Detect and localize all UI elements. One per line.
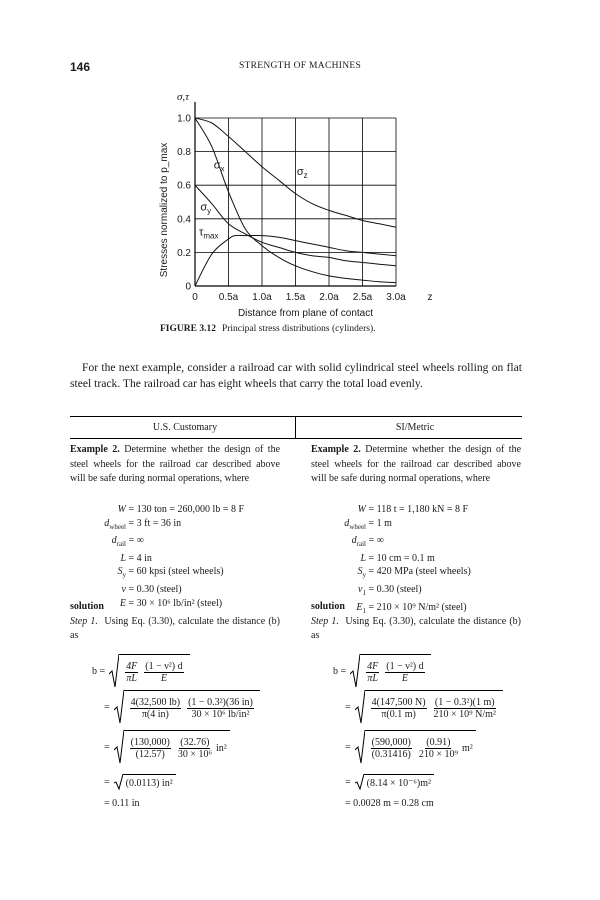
- us-step-text: Using Eq. (3.30), calculate the distance (b) as: [70, 615, 281, 641]
- us-given-row: L = 4 in: [120, 552, 152, 564]
- y-tick-label: 0: [185, 281, 191, 293]
- si-eq-1: b = $\frac{4F}{\pi L}$ $\frac{\text{(1 − ν²) d}}{E}$: [333, 654, 431, 688]
- series-label-σz: $\sigma_z$: [296, 166, 308, 181]
- us-given-row: $S_y = 60$ kpsi (steel wheels): [117, 566, 224, 580]
- y-axis-title: Stresses normalized to p_max: [159, 142, 170, 278]
- radical-sign-icon: [355, 774, 364, 790]
- series-label-subscript: x: [220, 164, 225, 174]
- page-number: 146: [70, 60, 91, 74]
- us-column-heading: U.S. Customary: [152, 422, 218, 433]
- x-tick-label: 2.5a: [352, 292, 373, 303]
- figure-caption-text: Principal stress distributions (cylinders).: [221, 324, 376, 334]
- us-eq1-radical: $\frac{4F}{\pi L}$ $\frac{\text{(1 − ν²) d}}{E}$: [109, 654, 189, 688]
- si-step-text: Using Eq. (3.30), calculate the distance (b) as: [311, 615, 522, 641]
- si-eq-2: = $\frac{4(147,500 N)}{\pi(0.1 m)}$ $\frac{\text{(1 − 0.3²)(1 m)}}{\text{210 × 10⁹ N/m²}}$: [345, 690, 503, 724]
- us-eq-3: = $\frac{(130,000)}{(12.57)}$ $\frac{(32.76)}{\text{30 × 10⁶}}$ in²: [104, 730, 230, 764]
- us-given-row: $d_{rail}$ = ∞: [111, 535, 144, 549]
- radical-sign-icon: [355, 730, 365, 764]
- x-tick-label: 2.0a: [319, 292, 339, 303]
- radical-sign-icon: [109, 654, 119, 688]
- si-given-row: W = 118 t = 1,180 kN = 8 F: [357, 504, 469, 515]
- us-eq1-lhs: b =: [92, 665, 106, 677]
- si-given-row: $d_{wheel} = 1$ m: [344, 517, 392, 531]
- radical-sign-icon: [355, 690, 365, 724]
- table-column-divider: [295, 417, 296, 438]
- y-tick-label: 0.4: [177, 214, 191, 226]
- x-tick-label: 0.5a: [218, 292, 239, 303]
- si-problem-text: Determine whether the design of the steel wheels for the railroad car described above will be safe during normal operations, where: [311, 444, 522, 484]
- y-tick-label: 0.8: [177, 147, 191, 159]
- running-title: STRENGTH OF MACHINES: [238, 61, 362, 71]
- y-tick-label: 0.2: [177, 247, 191, 259]
- us-eq-4: = (0.0113) in²: [104, 774, 176, 790]
- radical-sign-icon: [114, 774, 123, 790]
- si-eq-5: = 0.0028 m = 0.28 cm: [345, 798, 434, 809]
- x-tick-label: 0: [192, 292, 198, 303]
- si-solution-label: solution: [311, 601, 345, 612]
- y-tick-label: 1.0: [177, 113, 191, 125]
- us-given-row: E = 30 × 10⁶ lb/in² (steel): [119, 597, 223, 609]
- intro-paragraph: For the next example, consider a railroad car with solid cylindrical steel wheels rolling on flat steel track. The railroad car has eight wheels that carry the total load evenly.: [70, 361, 522, 390]
- y-tick-label: 0.6: [177, 180, 191, 192]
- us-given-row: ν = 0.30 (steel): [121, 583, 182, 595]
- si-solution: [311, 600, 521, 644]
- us-given-row: W = 130 ton = 260,000 lb = 8 F: [117, 504, 245, 515]
- x-axis-end-label: z: [427, 292, 433, 303]
- si-step-label: Step 1.: [311, 615, 339, 627]
- series-label-σx: $\sigma_x$: [213, 159, 225, 174]
- si-problem: [311, 443, 521, 487]
- y-axis-top-label: σ,τ: [177, 91, 190, 103]
- us-example-label: Example 2.: [70, 444, 120, 455]
- si-given-row: $\nu_1 = 0.30$ (steel): [358, 583, 422, 597]
- table-top-rule: [70, 416, 522, 417]
- si-column-heading: SI/Metric: [395, 422, 435, 433]
- x-tick-label: 1.0a: [252, 292, 272, 303]
- si-eq-4: = (8.14 × 10⁻⁶)m²: [345, 774, 434, 790]
- si-given-row: $S_y = 420$ MPa (steel wheels): [357, 566, 471, 580]
- us-given-row: $d_{wheel} = 3$ ft = 36 in: [104, 517, 182, 531]
- us-solution-label: solution: [70, 601, 104, 612]
- series-label-subscript: z: [303, 171, 308, 181]
- us-eq-5: = 0.11 in: [104, 798, 140, 809]
- si-eq1-lhs: b =: [333, 665, 347, 677]
- stress-chart: [150, 88, 450, 320]
- figure-label: FIGURE 3.12: [160, 324, 216, 334]
- x-tick-label: 1.5a: [285, 292, 306, 303]
- us-eq-1: [92, 654, 190, 688]
- us-solution: [70, 600, 280, 644]
- series-label-τmax: $\tau_{max}$: [199, 226, 219, 241]
- table-header-rule: [70, 438, 522, 439]
- x-axis-title: Distance from plane of contact: [237, 308, 374, 319]
- radical-sign-icon: [114, 730, 124, 764]
- us-problem: [70, 443, 280, 487]
- series-label-subscript: max: [203, 231, 219, 241]
- figure-caption: [160, 324, 376, 334]
- series-label-subscript: y: [207, 206, 212, 216]
- x-tick-label: 3.0a: [386, 292, 406, 303]
- us-eq-2: = $\frac{4(32,500 lb)}{\pi(4 in)}$ $\frac{\text{(1 − 0.3²)(36 in)}}{\text{30 × 10⁶ lb/in²}}$: [104, 690, 260, 724]
- si-example-label: Example 2.: [311, 444, 361, 455]
- si-given-row: L = 10 cm = 0.1 m: [360, 552, 435, 564]
- us-step-label: Step 1.: [70, 615, 98, 627]
- series-label-σy: $\sigma_y$: [200, 201, 212, 216]
- si-eq-3: = $\frac{(590,000)}{(0.31416)}$ $\frac{(0.91)}{\text{210 × 10⁹}}$ m²: [345, 730, 476, 764]
- us-problem-text: Determine whether the design of the steel wheels for the railroad car described above will be safe during normal operations, where: [70, 444, 281, 484]
- us-given-values: [80, 503, 244, 610]
- si-given-row: $d_{rail}$ = ∞: [351, 535, 384, 549]
- radical-sign-icon: [114, 690, 124, 724]
- radical-sign-icon: [350, 654, 360, 688]
- si-given-row: $E_1 = 210 \times 10^9$ N/m² (steel): [356, 601, 467, 615]
